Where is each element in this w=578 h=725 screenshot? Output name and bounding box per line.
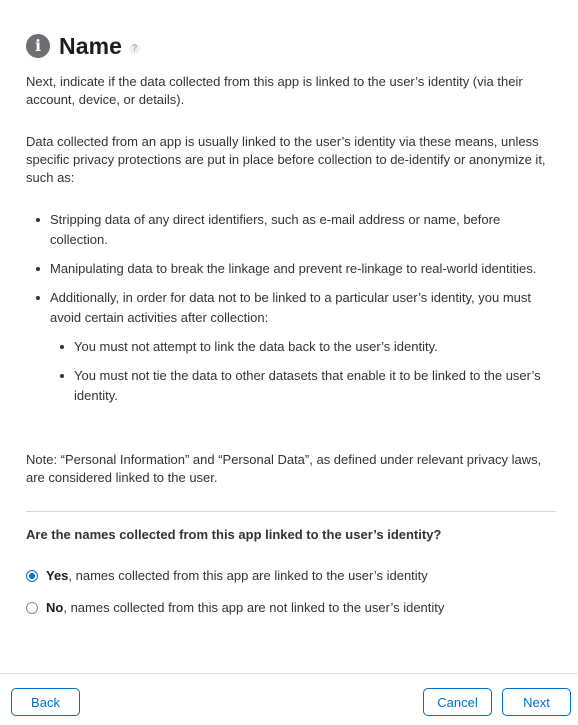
radio-option-no[interactable] [26, 600, 444, 615]
privacy-measures-list [26, 210, 560, 415]
list-item: Stripping data of any direct identifiers, such as e-mail address or name, before collection. [26, 210, 560, 250]
explanation-text: Data collected from an app is usually linked to the user’s identity via these means, unless specific privacy protections are put in place before collection to de-identify or anonymize it, such as: [26, 134, 546, 185]
radio-label-no: No, names collected from this app are not linked to the user’s identity [46, 600, 445, 615]
post-collection-list [50, 337, 560, 406]
page-header [26, 32, 140, 60]
list-item-text: Additionally, in order for data not to be linked to a particular user’s identity, you must avoid certain activities after collection: [50, 290, 532, 325]
radio-label-yes: Yes, names collected from this app are linked to the user’s identity [46, 568, 428, 583]
note-text: Note: “Personal Information” and “Personal Data”, as defined under relevant privacy laws, are considered linked to the user. [26, 452, 542, 485]
sub-list-item: You must not attempt to link the data back to the user’s identity. [50, 337, 560, 357]
intro-text: Next, indicate if the data collected from this app is linked to the user’s identity (via their account, device, or details). [26, 74, 523, 107]
radio-button-yes[interactable] [26, 570, 38, 582]
cancel-button[interactable]: Cancel [423, 688, 492, 716]
back-button[interactable]: Back [11, 688, 80, 716]
list-item [26, 288, 560, 406]
page-title: Name [59, 32, 123, 59]
radio-option-yes[interactable] [26, 568, 428, 583]
section-divider [26, 511, 556, 512]
linkage-question: Are the names collected from this app linked to the user’s identity? [26, 527, 442, 542]
footer-divider [0, 673, 578, 674]
list-item: Manipulating data to break the linkage and prevent re-linkage to real-world identities. [26, 259, 560, 279]
next-button[interactable]: Next [502, 688, 571, 716]
question-mark-icon[interactable]: ? [129, 43, 140, 54]
radio-button-no[interactable] [26, 602, 38, 614]
info-circle-icon: i [26, 34, 50, 58]
sub-list-item: You must not tie the data to other datasets that enable it to be linked to the user’s identity. [50, 366, 560, 406]
